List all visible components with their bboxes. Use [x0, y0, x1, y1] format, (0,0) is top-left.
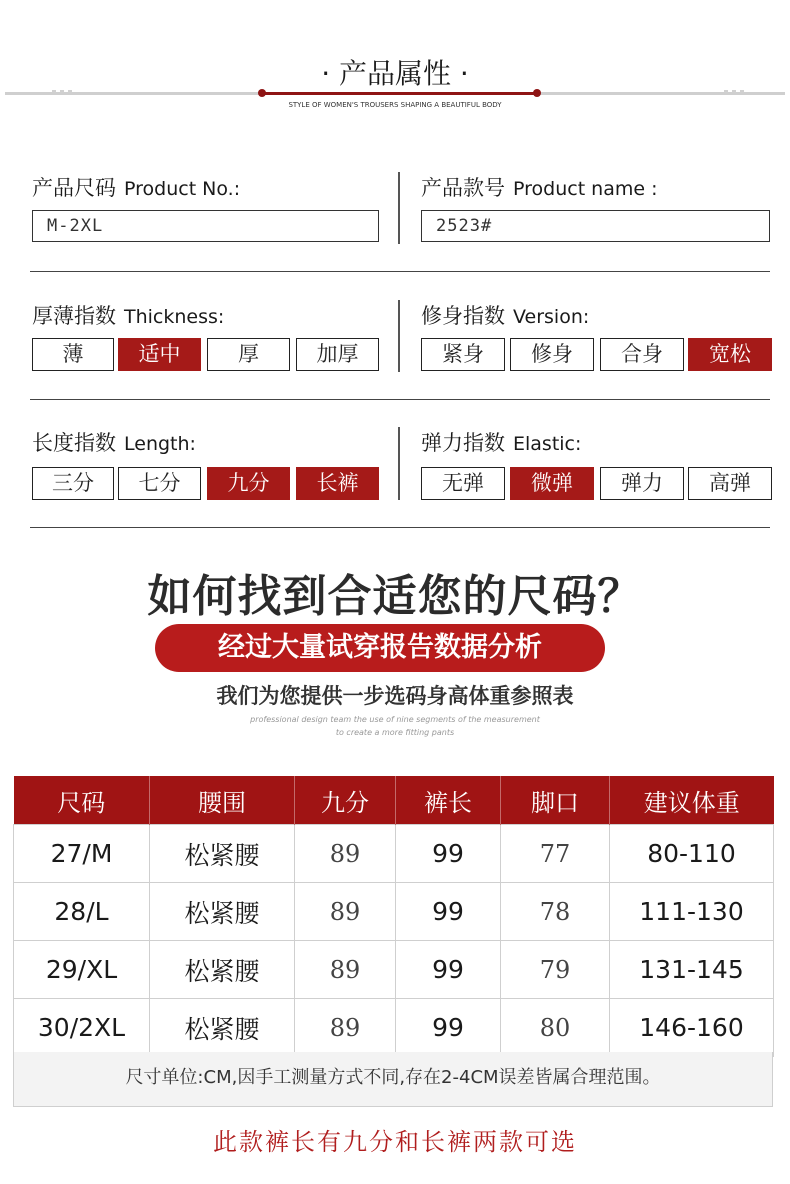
table-cell: 30/2XL — [14, 999, 150, 1057]
thickness-option-extra-thick: 加厚 — [296, 338, 379, 371]
length-label-cn: 长度指数 — [32, 431, 116, 455]
table-cell: 99 — [396, 825, 501, 883]
thickness-label — [32, 300, 224, 330]
size-guide-pill: 经过大量试穿报告数据分析 — [155, 624, 605, 672]
table-cell: 27/M — [14, 825, 150, 883]
column-divider — [398, 172, 400, 244]
table-cell: 松紧腰 — [150, 825, 295, 883]
table-cell: 松紧腰 — [150, 883, 295, 941]
length-option-seven-tenths: 七分 — [118, 467, 201, 500]
row-divider — [30, 399, 770, 400]
product-size-label-en: Product No.: — [124, 178, 241, 200]
length-option-three-tenths: 三分 — [32, 467, 114, 500]
header-dash-left — [52, 90, 76, 93]
elastic-option-none: 无弹 — [421, 467, 505, 500]
header-dot-icon — [533, 89, 541, 97]
thickness-label-en: Thickness: — [124, 306, 225, 328]
section-title: · 产品属性 · — [321, 57, 469, 90]
table-cell: 松紧腰 — [150, 941, 295, 999]
product-model-label-en: Product name : — [513, 178, 658, 200]
column-header-hem: 脚口 — [501, 776, 610, 825]
header-accent-line — [262, 92, 538, 95]
header-dash-right — [724, 90, 748, 93]
thickness-option-medium: 适中 — [118, 338, 201, 371]
table-cell: 89 — [295, 941, 396, 999]
elastic-label-en: Elastic: — [513, 433, 582, 455]
version-option-loose: 宽松 — [688, 338, 772, 371]
length-option-full: 长裤 — [296, 467, 379, 500]
product-size-field: M-2XL — [32, 210, 379, 242]
version-label-cn: 修身指数 — [421, 304, 505, 328]
elastic-label-cn: 弹力指数 — [421, 431, 505, 455]
version-label-en: Version: — [513, 306, 590, 328]
length-options-notice: 此款裤长有九分和长裤两款可选 — [213, 1128, 577, 1156]
thickness-label-cn: 厚薄指数 — [32, 304, 116, 328]
version-option-tight: 紧身 — [421, 338, 505, 371]
version-option-regular: 合身 — [600, 338, 684, 371]
product-model-label — [421, 172, 658, 202]
thickness-option-thin: 薄 — [32, 338, 114, 371]
section-subtitle: STYLE OF WOMEN'S TROUSERS SHAPING A BEAUTIFUL BODY — [288, 101, 502, 109]
length-label-en: Length: — [124, 433, 196, 455]
table-cell: 77 — [501, 825, 610, 883]
table-cell: 28/L — [14, 883, 150, 941]
elastic-option-high: 高弹 — [688, 467, 772, 500]
row-divider — [30, 271, 770, 272]
size-guide-en-line-1: professional design team the use of nine segments of the measurement — [250, 715, 540, 724]
table-cell: 99 — [396, 883, 501, 941]
table-cell: 79 — [501, 941, 610, 999]
thickness-option-thick: 厚 — [207, 338, 290, 371]
header-divider-right — [540, 92, 785, 95]
length-label — [32, 427, 196, 457]
table-row — [14, 941, 774, 999]
size-guide-title: 如何找到合适您的尺码？ — [147, 571, 643, 622]
size-table-note: 尺寸单位:CM,因手工测量方式不同,存在2-4CM误差皆属合理范围。 — [13, 1052, 773, 1107]
table-cell: 99 — [396, 941, 501, 999]
elastic-label — [421, 427, 581, 457]
table-cell: 146-160 — [610, 999, 774, 1057]
table-cell: 松紧腰 — [150, 999, 295, 1057]
table-cell: 80-110 — [610, 825, 774, 883]
table-row — [14, 825, 774, 883]
table-cell: 29/XL — [14, 941, 150, 999]
header-divider-left — [5, 92, 260, 95]
table-cell: 89 — [295, 883, 396, 941]
version-option-slim: 修身 — [510, 338, 594, 371]
size-guide-subtitle: 我们为您提供一步选码身高体重参照表 — [216, 684, 574, 708]
length-option-nine-tenths: 九分 — [207, 467, 290, 500]
table-cell: 89 — [295, 999, 396, 1057]
row-divider — [30, 527, 770, 528]
version-label — [421, 300, 589, 330]
size-table — [13, 776, 774, 1057]
table-cell: 99 — [396, 999, 501, 1057]
product-model-field: 2523# — [421, 210, 770, 242]
column-header-weight: 建议体重 — [610, 776, 774, 825]
column-header-size: 尺码 — [14, 776, 150, 825]
header-dot-icon — [258, 89, 266, 97]
table-cell: 80 — [501, 999, 610, 1057]
table-cell: 78 — [501, 883, 610, 941]
column-divider — [398, 300, 400, 372]
product-size-label — [32, 172, 240, 202]
column-header-nine-tenths: 九分 — [295, 776, 396, 825]
column-header-length: 裤长 — [396, 776, 501, 825]
product-size-label-cn: 产品尺码 — [32, 176, 116, 200]
table-row — [14, 883, 774, 941]
elastic-option-stretch: 弹力 — [600, 467, 684, 500]
product-model-label-cn: 产品款号 — [421, 176, 505, 200]
table-header-row — [14, 776, 774, 825]
size-guide-en-line-2: to create a more fitting pants — [335, 728, 455, 737]
table-cell: 89 — [295, 825, 396, 883]
elastic-option-slight: 微弹 — [510, 467, 594, 500]
column-header-waist: 腰围 — [150, 776, 295, 825]
table-row — [14, 999, 774, 1057]
table-cell: 131-145 — [610, 941, 774, 999]
column-divider — [398, 427, 400, 500]
table-cell: 111-130 — [610, 883, 774, 941]
